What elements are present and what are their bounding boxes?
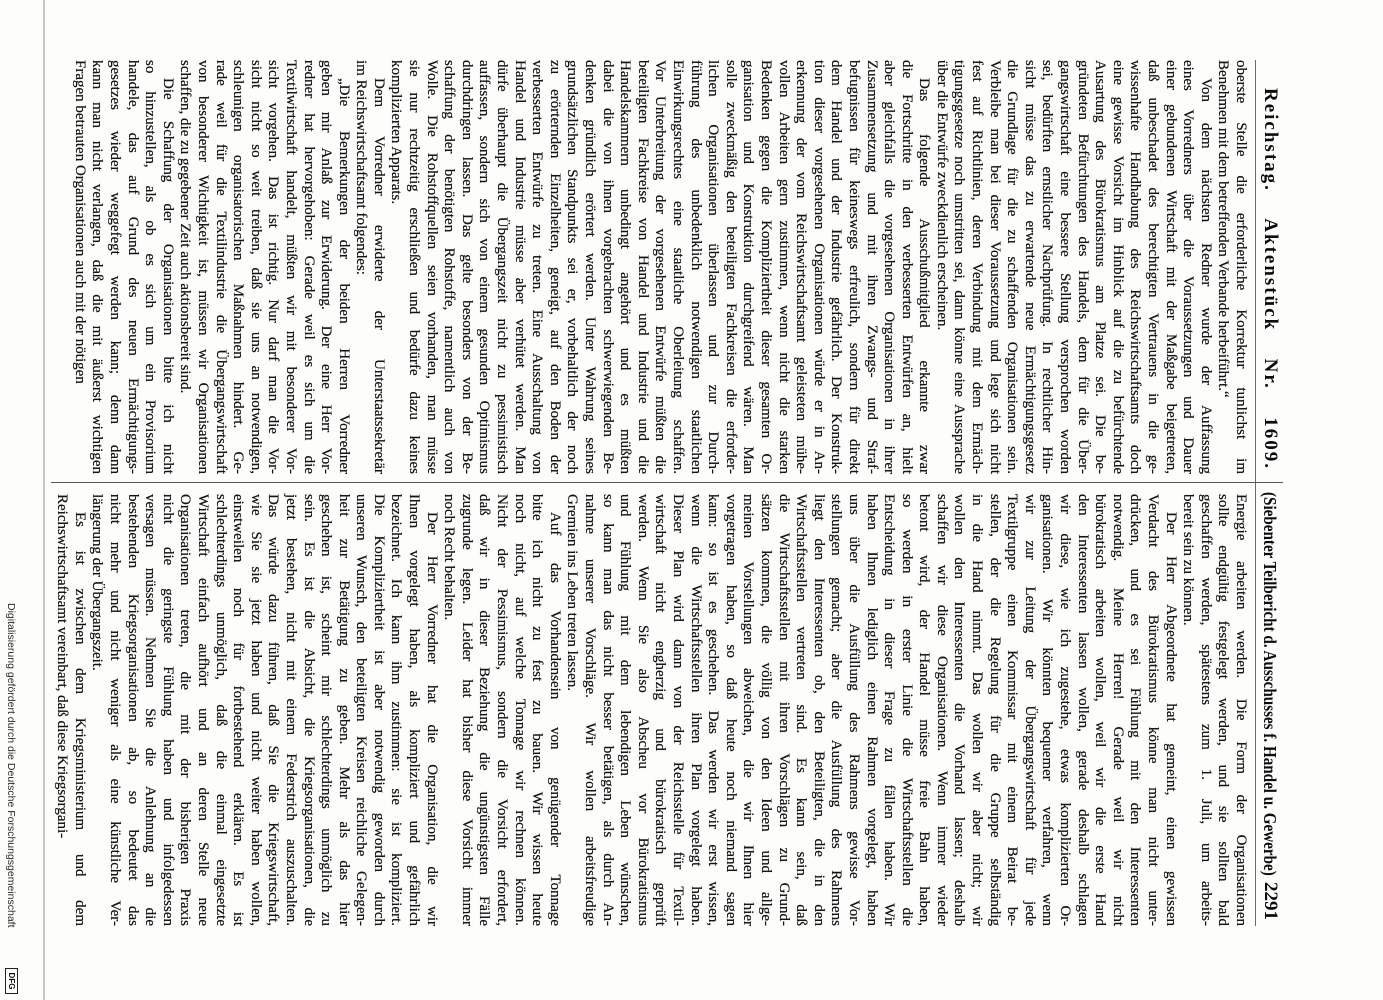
text-line: schaffung der benötigten Rohstoffe, namentlich auch von <box>441 60 458 474</box>
text-line: stellungen gemacht; aber die Ausfüllung des Rahmens <box>828 494 845 926</box>
text-line: daß wir in dieser Beziehung die ungünstigsten Fälle <box>476 494 493 926</box>
text-line: auffassen, sondern sich von einem gesunden Optimismus <box>476 60 493 474</box>
text-line: Die Schaffung der Organisationen bitte ich nicht <box>159 78 176 474</box>
text-line: sein. Es ist die Absicht, die Kriegsorganisationen, die <box>300 494 317 926</box>
text-line: schaffen wir diese Organisationen. Wenn immer wieder <box>933 494 950 926</box>
text-line: bereit sein zu können. <box>1180 494 1197 626</box>
text-line: ganisationen. Wir könnten bequemer verfahren, wenn <box>1039 494 1056 926</box>
text-line: bürokratisch arbeiten wollen, weil wir die erste Hand <box>1092 494 1109 926</box>
text-line: geben mir Anlaß zur Erwiderung. Der eine Herr Vor- <box>318 60 335 474</box>
dfg-logo: DFG <box>5 968 18 994</box>
text-line: ganisation und Konstruktion durchgreifend wären. Man <box>740 60 757 474</box>
text-line: Fragen betrauten Organisationen auch mit der nötigen <box>71 60 88 384</box>
text-line: Verdacht des Bürokratismus könne man nicht unter- <box>1145 494 1162 926</box>
text-line: nicht mehr und nicht weniger als eine künstliche Ver- <box>107 494 123 926</box>
text-line: den Interessenten lassen wollen, gerade deshalb schlagen <box>1074 494 1091 926</box>
column-divider <box>51 482 1283 483</box>
text-line: in die Hand nimmt. Das wollen wir aber nicht; wir <box>969 494 986 926</box>
page-edge <box>43 0 45 1000</box>
text-line: sicht vorgehen. Das ist richtig. Nur darf man die Vor- <box>265 60 282 474</box>
text-line: dem Handel und der Industrie gefährlich. Der Konstruk- <box>828 60 845 474</box>
text-line: Es ist zwischen dem Kriegsministerium und dem <box>71 512 88 926</box>
text-line: Bedenken gegen die Kompliziertheit dieser gesamten Or- <box>757 60 774 474</box>
text-line: sicht nicht so weit treiben, daß sie uns an notwendigen, <box>247 60 264 474</box>
text-line: eines Vorredners über die Voraussetzungen und Dauer <box>1180 60 1197 474</box>
text-line: fest auf Richtlinien, deren Verbindung mit dem Ermäch- <box>969 60 986 474</box>
text-line: handele, das auf Grund des neuen Ermächtigungs- <box>124 60 141 474</box>
text-line: zu erörternden Einzelheiten, geneigt, auf den Boden der <box>546 60 563 474</box>
text-line: Wirtschaftsstellen vertreten sind. Es kann sein, daß <box>793 494 810 926</box>
text-line: dabei die von ihnen vorgebrachten schwerwiegenden Be- <box>599 60 616 474</box>
text-line: Handelskammern unbedingt angehört und es müßten <box>617 60 634 474</box>
text-line: gangswirtschaft eine bessere Stellung versprochen worden <box>1057 60 1074 474</box>
text-line: noch Recht behalten. <box>441 494 458 621</box>
text-line: „Die Bemerkungen der beiden Herren Vorredner <box>335 78 352 474</box>
text-line: verbesserten Entwürfe zu treten. Eine Ausschaltung von <box>529 60 546 474</box>
text-line: solle zweckmäßig den beteiligten Fachkreisen die erforder- <box>722 60 739 474</box>
text-line: die Wirtschaftsstellen mit ihren Vorschlägen zu Grund- <box>775 494 792 926</box>
text-line: heit zur Betätigung zu geben. Mehr als das hier <box>335 494 352 926</box>
text-line: Nicht der Pessimismus, sondern die Vorsicht erfordert, <box>494 494 511 926</box>
text-line: sollte endgültig festgelegt werden, und sie sollten bald <box>1215 494 1232 926</box>
text-line: Benehmen mit dem betreffenden Verbande herbeiführt.“ <box>1215 60 1232 398</box>
text-line: Der Herr Abgeordnete hat gemeint, einen gewissen <box>1162 512 1179 926</box>
text-line: Ihnen vorgelegt haben, als kompliziert und gefährlich <box>406 494 423 926</box>
text-line: Verbleibe man bei dieser Voraussetzung und lege sich nicht <box>986 60 1003 474</box>
text-line: von besonderer Wichtigkeit ist, müssen wir Organisationen <box>194 60 211 474</box>
text-line: so kann man das nicht besser betätigen, als durch An- <box>599 494 616 926</box>
text-line: gesetzes wieder weggefegt werden kann; denn dann <box>107 60 123 474</box>
text-line: haben Ihnen lediglich einen Rahmen vorgelegt, haben <box>863 494 880 926</box>
text-line: Wirtschaft einfach aufhört und an deren Stelle neue <box>194 494 211 926</box>
text-line: Das folgende Ausschußmitglied erkannte zwar <box>916 78 933 474</box>
text-line: Organisationen treten, die mit der bisherigen Praxis <box>177 494 194 926</box>
text-line: liegt den Interessenten ob, den Beteiligten, die in den <box>810 494 827 926</box>
text-line: sie nur rechtzeitig erschließen und bedürfe dazu keines <box>406 60 423 474</box>
text-line: meinen Vorstellungen abweichen, die wir Ihnen hier <box>740 494 757 926</box>
text-line: komplizierten Apparats. <box>388 60 405 205</box>
text-line: so werden in erster Linie die Wirtschaftsstellen die <box>898 494 915 926</box>
text-line: vollen Arbeiten gern zustimmen, wenn nicht die starken <box>775 60 792 474</box>
text-line: tion dieser vorgesehenen Organisationen würde er in An- <box>810 60 827 474</box>
page-number: 2291 <box>1260 882 1281 920</box>
text-line: noch nicht, auf welche Tonnage wir rechnen können. <box>511 494 528 926</box>
text-line: geschaffen werden, spätestens zum 1. Juli, um arbeits- <box>1197 494 1214 926</box>
text-line: kann man nicht verlangen, daß die mit äußerst wichtigen <box>89 60 106 474</box>
text-line: sätzen kommen, die völlig von den Ideen und allge- <box>757 494 774 926</box>
text-line: bitte ich nicht zu fest zu bauen. Wir wissen heute <box>529 494 546 926</box>
text-line: längerung der Übergangszeit. <box>89 494 106 671</box>
header-subtitle: (Siebenter Teilbericht d. Ausschusses f. Handel u. Gewerbe) <box>1260 492 1280 876</box>
text-line: daß unbeschadet des berechtigten Vertrauens in die ge- <box>1145 60 1162 474</box>
text-line: eine gewisse Vorsicht im Hinblick auf die zu befürchtende <box>1109 60 1126 474</box>
text-line: Energie arbeiten werden. Die Form der Organisationen <box>1233 494 1249 926</box>
text-line: versagen müssen. Nehmen Sie die Anlehnung an die <box>142 494 159 926</box>
text-line: Dieser Plan wird dann von der Reichsstelle für Textil- <box>670 494 686 926</box>
text-line: werden. Wenn Sie also Abscheu vor Bürokratismus <box>634 494 651 926</box>
text-line: Einwirkungsrechtes eine staatliche Oberleitung schaffen. <box>670 60 686 474</box>
text-line: schleunigen organisatorischen Maßnahmen hindert. Ge- <box>230 60 247 474</box>
text-line: die Fortschritte in den verbesserten Entwürfen an, hielt <box>898 60 915 474</box>
text-line: nicht die geringste Fühlung haben und infolgedessen <box>159 494 176 926</box>
text-line: sicht müsse das zu erwartende neue Ermächtigungsgesetz <box>1021 60 1038 474</box>
text-line: unseren Wunsch, den beteiligten Kreisen reichliche Gelegen- <box>353 494 370 926</box>
text-line: zugrunde legen. Leider hat bisher diese Vorsicht immer <box>458 494 475 926</box>
text-line: aber gleichfalls die vorgesehenen Organisationen in ihrer <box>881 60 898 474</box>
text-line: redner hat hervorgehoben: Gerade weil es sich um die <box>300 60 317 474</box>
text-line: bestehenden Kriegsorganisationen ab, so bedeutet das <box>124 494 141 926</box>
text-line: erkennung der vom Reichswirtschaftsamt geleisteten mühe- <box>793 60 810 474</box>
text-line: wollen den Interessenten die Vorhand lassen; deshalb <box>951 494 968 926</box>
text-line: Reichswirtschaftsamt vereinbart, daß diese Kriegsorgani- <box>54 494 71 839</box>
text-line: Entscheidung in dieser Frage zu fällen haben. Wir <box>881 494 898 926</box>
text-line: tigungsgesetze noch umstritten sei, dann könne eine Aussprache <box>951 60 968 474</box>
text-line: wie Sie sie jetzt haben und nicht weiter haben wollen, <box>247 494 264 926</box>
text-line: Ausartung des Bürokratismus am Platze sei. Die be- <box>1092 60 1109 474</box>
text-line: Textilwirtschaft handelt, müßten wir mit besonderer Vor- <box>282 60 299 474</box>
text-line: Von dem nächsten Redner wurde der Auffassung <box>1197 78 1214 474</box>
text-column-left <box>70 60 1249 474</box>
text-line: drücken, und es sei Fühlung mit den Interessenten <box>1127 494 1144 926</box>
text-line: vorgetragen haben, so daß heute noch niemand sagen <box>722 494 739 926</box>
text-line: lichen Organisationen überlassen und zur Durch- <box>705 60 722 474</box>
text-line: Zusammensetzung und mit ihren Zwangs- und Straf- <box>863 60 880 474</box>
text-line: rade weil für die Textilindustrie die Übergangswirtschaft <box>212 60 229 474</box>
text-column-right <box>53 494 1249 926</box>
text-line: Wolle. Die Rohstoffquellen seien vorhanden, man müsse <box>423 60 440 474</box>
text-line: Die Kompliziertheit ist aber notwendig geworden durch <box>370 494 387 926</box>
text-line: schlechterdings unmöglich, daß die einmal eingesetzte <box>212 494 229 926</box>
text-line: notwendig. Meine Herren! Gerade weil wir nicht <box>1109 494 1126 926</box>
text-line: wir zur Leitung der Übergangswirtschaft für jede <box>1021 494 1038 926</box>
text-line: Auf das Vorhandensein von genügender Tonnage <box>546 512 563 926</box>
text-line: Gremien ins Leben treten lassen. <box>564 494 581 692</box>
text-line: Der Herr Vorredner hat die Organisation, die wir <box>423 512 440 926</box>
digitization-stamp-text: Digitalisierung gefördert durch die Deutsche Forschungsgemeinschaft <box>5 603 17 928</box>
text-line: uns über die Ausfüllung des Rahmens gewisse Vor- <box>845 494 862 926</box>
text-line: betont wird, der Handel müsse freie Bahn haben, <box>916 494 933 926</box>
text-line: Das würde dazu führen, daß Sie die Kriegswirtschaft, <box>265 494 282 926</box>
text-line: Handel und Industrie müsse aber verhütet werden. Man <box>511 60 528 474</box>
text-line: durchdringen lassen. Das gelte besonders von der Be- <box>458 60 475 474</box>
text-line: nahme unserer Vorschläge. Wir wollen arbeitsfreudige <box>582 494 599 926</box>
text-line: geschehen ist, scheint mir schlechterdings unmöglich zu <box>318 494 335 926</box>
text-line: wirtschaft nicht engherzig und bürokratisch geprüft <box>652 494 669 926</box>
text-line: einstweilen noch für fortbestehend erklären. Es ist <box>230 494 247 926</box>
text-line: dürfe überhaupt die Übergangszeit nicht zu pessimistisch <box>494 60 511 474</box>
text-line: im Reichswirtschaftsamt folgendes: <box>353 60 370 275</box>
header-title: Reichstag. Aktenstück Nr. 1609. <box>1260 88 1281 470</box>
text-line: die Grundlage für die zu schaffenden Organisationen sein. <box>1004 60 1021 474</box>
text-line: über die Entwürfe zweckdienlich erscheinen. <box>933 60 950 331</box>
text-line: gründeten Befürchtungen des Handels, dem für die Über- <box>1074 60 1091 474</box>
text-line: oberste Stelle die erforderliche Korrektur tunlichst im <box>1233 60 1249 474</box>
text-line: stellen, der die Regelung für die Gruppe selbständig <box>986 494 1003 926</box>
text-line: Vor Unterbreitung der vorgesehenen Entwürfe müßten die <box>652 60 669 474</box>
text-line: beteiligten Fachkreise von Handel und Industrie und die <box>634 60 651 474</box>
text-line: wissenhafte Handhabung des Reichswirtschaftsamts doch <box>1127 60 1144 474</box>
text-line: so hinzustellen, als ob es sich um ein Provisorium <box>142 60 159 474</box>
text-line: schaffen, die zu gegebener Zeit auch aktionsbereit sind. <box>177 60 194 394</box>
text-line: Textilgruppe einen Kommissar mit einem Beirat be- <box>1004 494 1021 926</box>
text-line: sei, bedürften ernstlicher Nachprüfung. In rechtlicher Hin- <box>1039 60 1056 474</box>
text-line: befugnissen für keineswegs erfreulich, sondern für direkt <box>845 60 862 474</box>
text-line: und Fühlung mit dem lebendigen Leben wünschen, <box>617 494 634 926</box>
text-line: einer gebundenen Wirtschaft mit der Maßgabe beigetreten, <box>1162 60 1179 474</box>
text-line: führung des unbedenklich notwendigen staatlichen <box>687 60 704 474</box>
text-line: wir diese, wie ich zugestehe, etwas komplizierten Or- <box>1057 494 1074 926</box>
text-line: bezeichnet. Ich kann ihm zustimmen: sie ist kompliziert. <box>388 494 405 926</box>
text-line: grundsätzlichen Standpunkts sei er, vorbehaltlich der noch <box>564 60 581 474</box>
header-rule <box>1255 60 1256 926</box>
text-line: kann: so ist es geschehen. Das werden wir erst wissen, <box>705 494 722 926</box>
text-line: Dem Vorredner erwiderte der Unterstaatssekretär <box>370 78 387 474</box>
text-line: wenn die Wirtschaftsstellen ihren Plan vorgelegt haben. <box>687 494 704 926</box>
text-line: denken gründlich erörtert werden. Unter Wahrung seines <box>582 60 599 474</box>
text-line: jetzt bestehen, nicht mit einem Federstrich auszuschalten. <box>282 494 299 926</box>
